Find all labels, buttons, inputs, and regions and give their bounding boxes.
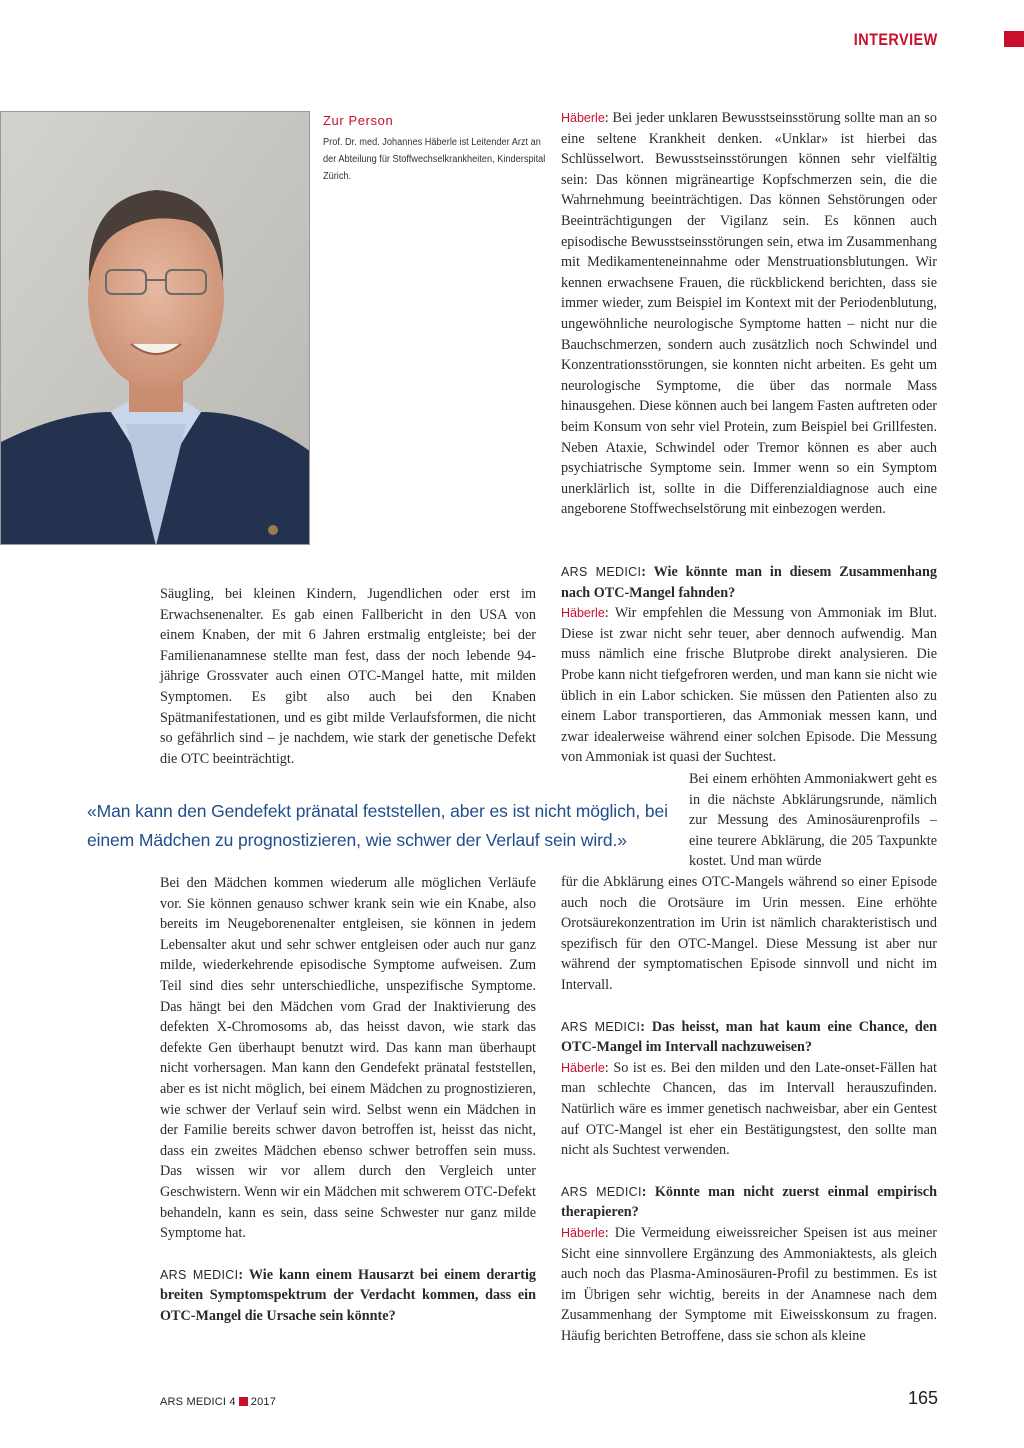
question-4: ARS MEDICI: Könnte man nicht zuerst einmal empirisch therapieren?	[561, 1183, 937, 1221]
left-paragraph-1: Säugling, bei kleinen Kindern, Jugendlichen oder erst im Erwachsenenalter. Es gab einen Fallbericht in den USA von einem Knaben, der mit 6 Jahren erstmalig entgleiste; bei der Familienanamnese stellte man fest, dass der noch lebende 94-jährige Grossvater auch einen OTC-Mangel hatte, mit milden Symptomen. Es gibt also auch bei den Knaben Spätmanifestationen, und es gibt milde Verlaufsformen, die nicht so gefährlich sind – je nachdem, wie stark der genetische Defekt die OTC beeinträchtigt.	[160, 586, 536, 767]
answer-2: Häberle: Wir empfehlen die Messung von Ammoniak im Blut. Diese ist zwar nicht sehr teuer, aber dennoch aufwendig. Man muss nämlich eine frische Blutprobe direkt analysieren. Die Probe kann nicht tiefgefroren werden, und man kann sie nicht wie üblich in ein Labor schicken. Sie müssen den Patienten also zu einem Labor transportieren, das Ammoniak messen kann, und zwar idealerweise während einer solchen Episode. Die Messung von Ammoniak ist quasi der Suchtest.	[561, 605, 938, 766]
speaker-magazine: ARS MEDICI	[561, 1184, 642, 1199]
question-1: ARS MEDICI: Wie kann einem Hausarzt bei einem derartig breiten Symptomspektrum der Verdacht kommen, dass ein OTC-Mangel die Ursache sein könnte?	[160, 1266, 536, 1324]
footer-journal-name: ARS MEDICI 4	[160, 1396, 236, 1408]
speaker-expert: Häberle	[561, 606, 605, 621]
speaker-magazine: ARS MEDICI	[160, 1267, 239, 1282]
answer-3-text: So ist es. Bei den milden und den Late-onset-Fällen hat man schlechte Chancen, das im Intervall herauszufinden. Natürlich wäre es immer genetisch nachweisbar, aber ein Gentest auf OTC-Mangel ist eher ein Bestätigungstest, den sollte man nicht als Suchtest verwenden.	[561, 1059, 937, 1159]
footer-year: 2017	[250, 1396, 277, 1408]
answer-1: Häberle: Bei jeder unklaren Bewusstseinsstörung sollte man an so eine seltene Krankheit denken. «Unklar» ist hierbei das Schlüsselwort. Bewusstseinsstörungen können sehr vielfältig sein: Das können migräneartige Kopfschmerzen sein, die die Wahrnehmung beeinträchtigen. Das können Sehstörungen oder Beeinträchtigungen der Vigilanz sein. Es können auch episodische Bewusstseinsstörungen sein, etwa im Zusammenhang mit Medikamenteneinnahme oder Menstruationsblutungen. Wir kennen erwachsene Frauen, die rückblickend berichten, dass sie immer wieder, zum Beispiel im Kontext mit der Periodenblutung, ungewöhnliche neurologische Symptome hatten – nicht nur die Bauchschmerzen, sondern auch zusätzlich noch Schwindel und Konzentrationsstörungen, sie konnten nicht arbeiten. Es geht um neurologische Symptome, die über das normale Mass hinausgehen. Diese können auch bei langem Fasten auftreten oder beim Konsum von sehr viel Protein, zum Beispiel bei Grillfesten. Neben Ataxie, Schwindel oder Tremor können es aber auch psychiatrische Symptome sein. Immer wenn so ein Symptom unerklärlich ist, sollte in die Differenzialdiagnose auch eine angeborene Stoffwechselstörung mit einbezogen werden.	[561, 110, 937, 518]
question-2-text: Wie könnte man in diesem Zusammenhang nach OTC-Mangel fahnden?	[561, 564, 937, 601]
right-column-bottom	[561, 872, 937, 1346]
person-bio: Prof. Dr. med. Johannes Häberle ist Leitender Arzt an der Abteilung für Stoffwechselkrankheiten, Kinderspital Zürich.	[323, 137, 546, 182]
footer-square-icon	[239, 1397, 248, 1406]
person-info-box	[323, 113, 553, 185]
page-number: 165	[907, 1388, 938, 1408]
speaker-magazine: ARS MEDICI	[561, 565, 642, 579]
pull-quote: «Man kann den Gendefekt pränatal feststellen, aber es ist nicht möglich, bei einem Mädchen zu prognostizieren, wie schwer der Verlauf sein wird.»	[87, 801, 668, 850]
section-label: INTERVIEW	[854, 30, 938, 49]
speaker-expert: Häberle	[561, 1060, 605, 1075]
answer-2-continued: für die Abklärung eines OTC-Mangels während so einer Episode auch noch die Orotsäure im Urin messen. Eine erhöhte Orotsäurekonzentration im Urin ist nämlich charakteristisch und spezifisch für den OTC-Mangel. Diese Messung ist aber nur während der symptomatischen Episode sinnvoll und nicht im Intervall.	[561, 874, 937, 993]
left-paragraph-2: Bei den Mädchen kommen wiederum alle möglichen Verläufe vor. Sie können genauso schwer krank sein wie ein Knabe, also bereits im Neugeborenenalter entgleisen, sie können in jedem Lebensalter akut und sehr schwer entgleisen oder auch nur ganz milde, wiederkehrende episodische Symptome aufweisen. Zum Teil sind dies sehr unterschiedliche, unspezifische Symptome. Das hängt bei den Mädchen vom Grad der Inaktivierung des defekten X-Chromosoms ab, das heisst davon, wie stark das defekte Gen überhaupt benutzt wird. Das kann man überhaupt nicht vorhersagen. Man kann den Gendefekt pränatal feststellen, aber es ist nicht möglich, bei einem Mädchen zu prognostizieren, wie schwer der Verlauf sein wird. Selbst wenn ein Mädchen in der Familie bereits schwer davon betroffen ist, heisst das nicht, dass ein zweites Mädchen ebenso schwer betroffen sein muss. Das wissen wir vor allem durch den Vergleich unter Geschwistern. Wenn wir ein Mädchen mit schwerem OTC-Defekt behandeln, kann es sein, dass seine Schwester nur ganz milde Symptome hat.	[160, 875, 536, 1242]
answer-4-text: Die Vermeidung eiweissreicher Speisen ist aus meiner Sicht eine sinnvollere Ergänzung des Ammoniaktests, als gleich auch noch das Plasma-Aminosäuren-Profil zu bestimmen. Es ist im Übrigen sehr wichtig, bereits in der Anamnese nach dem Zusammenhang der Symptome mit Eiweisskonsum zu fragen. Häufig berichten Betroffene, dass sie schon als kleine	[561, 1224, 937, 1344]
left-column-bottom	[160, 873, 536, 1326]
question-4-text: Könnte man nicht zuerst einmal empirisch therapieren?	[561, 1183, 937, 1221]
person-heading: Zur Person	[323, 113, 394, 128]
right-column-middle	[561, 562, 937, 768]
speaker-magazine: ARS MEDICI	[561, 1019, 641, 1034]
portrait-photo	[0, 111, 310, 545]
right-column-top	[561, 108, 937, 520]
answer-4: Häberle: Die Vermeidung eiweissreicher Speisen ist aus meiner Sicht eine sinnvollere Ergänzung des Ammoniaktests, als gleich auch noch das Plasma-Aminosäuren-Profil zu bestimmen. Es ist im Übrigen sehr wichtig, bereits in der Anamnese nach dem Zusammenhang der Symptome mit Eiweisskonsum zu fragen. Häufig berichten Betroffene, dass sie schon als kleine	[561, 1224, 937, 1344]
answer-2-float: Bei einem erhöhten Ammoniakwert geht es in die nächste Abklärungsrunde, nämlich zur Messung des Aminosäurenprofils – eine teurere Abklärung, die 205 Taxpunkte kostet. Und man würde	[689, 771, 937, 870]
question-3-text: Das heisst, man hat kaum eine Chance, den OTC-Mangel im Intervall nachzuweisen?	[561, 1018, 937, 1056]
answer-3: Häberle: So ist es. Bei den milden und den Late-onset-Fällen hat man schlechte Chancen, das im Intervall herauszufinden. Natürlich wäre es immer genetisch nachweisbar, aber ein Gentest auf OTC-Mangel ist eher ein Bestätigungstest, den sollte man nicht als Suchtest verwenden.	[561, 1059, 937, 1159]
corner-marker	[1004, 31, 1024, 47]
question-3: ARS MEDICI: Das heisst, man hat kaum eine Chance, den OTC-Mangel im Intervall nachzuweisen?	[561, 1018, 937, 1056]
footer-journal	[160, 1396, 276, 1408]
question-2: ARS MEDICI: Wie könnte man in diesem Zusammenhang nach OTC-Mangel fahnden?	[561, 564, 937, 601]
left-column-top	[160, 584, 536, 769]
right-column-float	[689, 769, 937, 872]
answer-1-text: Bei jeder unklaren Bewusstseinsstörung sollte man an so eine seltene Krankheit denken. «Unklar» ist hierbei das Schlüsselwort. Bewusstseinsstörungen können sehr vielfältig sein: Das können migräneartige Kopfschmerzen sein, die die Wahrnehmung beeinträchtigen. Das können Sehstörungen oder Beeinträchtigungen der Vigilanz sein. Es können auch episodische Bewusstseinsstörungen sein, etwa im Zusammenhang mit Medikamenteneinnahme oder Menstruationsblutungen. Wir kennen erwachsene Frauen, die rückblickend berichten, dass sie immer wieder, zum Beispiel im Kontext mit der Periodenblutung, ungewöhnliche neurologische Symptome hatten – nicht nur die Bauchschmerzen, sondern auch zusätzlich noch Schwindel und Konzentrationsstörungen, sie konnten nicht arbeiten. Es geht um neurologische Symptome, die über das normale Mass hinausgehen. Diese können auch bei langem Fasten auftreten oder beim Konsum von sehr viel Protein, zum Beispiel bei Grillfesten. Neben Ataxie, Schwindel oder Tremor können es aber auch psychiatrische Symptome sein. Immer wenn so ein Symptom unerklärlich ist, sollte in die Differenzialdiagnose auch eine angeborene Stoffwechselstörung mit einbezogen werden.	[561, 110, 937, 518]
answer-2-text: Wir empfehlen die Messung von Ammoniak im Blut. Diese ist zwar nicht sehr teuer, aber dennoch aufwendig. Man muss nämlich eine frische Blutprobe direkt analysieren. Die Probe kann nicht tiefgefroren werden, und man kann sie nicht wie üblich in ein Labor schicken. Sie müssen den Patienten also zu einem Labor transportieren, das Ammoniak messen kann, und zwar idealerweise während einer solchen Episode. Die Messung von Ammoniak ist quasi der Suchtest.	[561, 605, 938, 766]
speaker-expert: Häberle	[561, 1225, 605, 1240]
speaker-expert: Häberle	[561, 111, 605, 125]
question-1-text: Wie kann einem Hausarzt bei einem derartig breiten Symptomspektrum der Verdacht kommen, dass ein OTC-Mangel die Ursache sein könnte?	[160, 1266, 536, 1324]
